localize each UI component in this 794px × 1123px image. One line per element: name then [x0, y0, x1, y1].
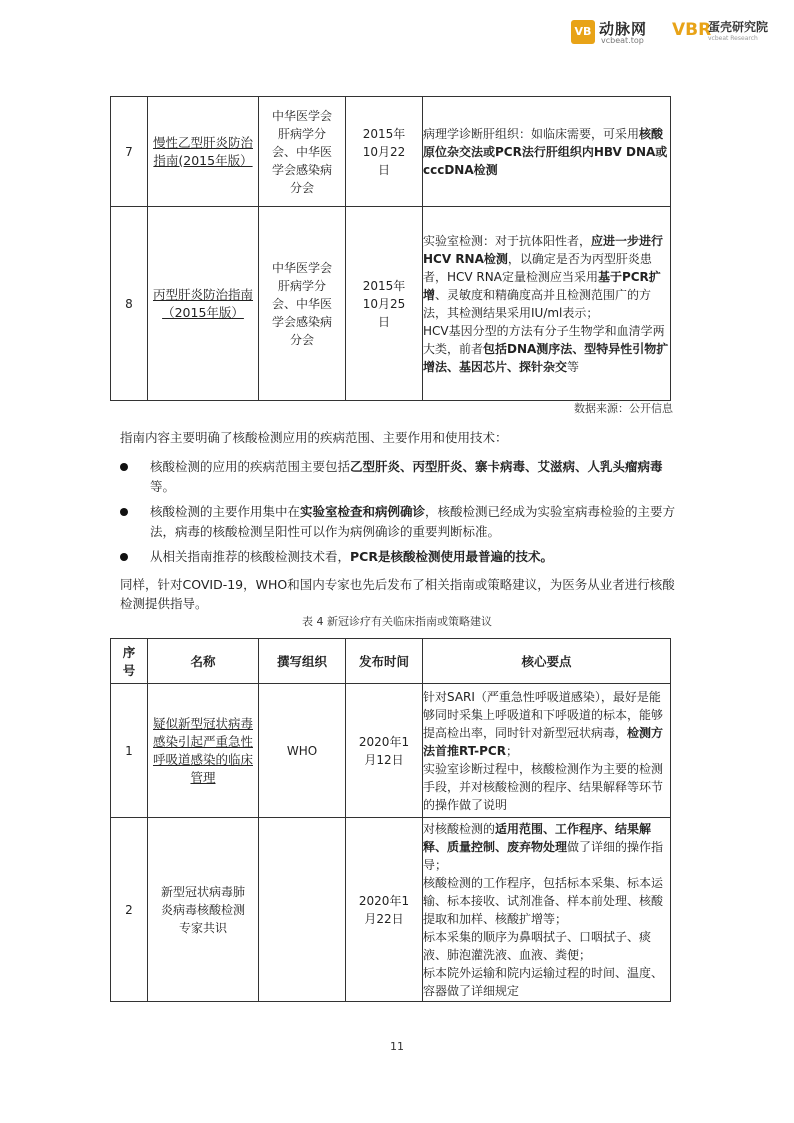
column-header: 撰写组织: [259, 639, 346, 684]
table-header-row: [111, 639, 671, 684]
bullet-text: 核酸检测的主要作用集中在: [150, 504, 301, 519]
bullet-text: 等。: [150, 479, 176, 494]
key-point-paragraph: 核酸检测的工作程序，包括标本采集、标本运输、标本接收、试剂准备、样本前处理、核酸提取和加样、核酸扩增等；: [423, 875, 664, 926]
guideline-date: 2020年1月12日: [346, 684, 423, 818]
vcbeat-logo: [571, 18, 666, 48]
intro-paragraph: 指南内容主要明确了核酸检测应用的疾病范围、主要作用和使用技术：: [120, 430, 508, 445]
covid-guideline-table: [110, 638, 671, 1002]
guideline-date: 2015年10月22日: [346, 97, 423, 207]
bullet-dot-icon: [120, 463, 128, 471]
key-points: [423, 684, 671, 818]
key-point-paragraph: [423, 232, 670, 322]
key-point-bold: 包括DNA测序法、型特异性引物扩增法、基因芯片、探针杂交: [423, 341, 669, 374]
key-point-text: 等: [567, 359, 580, 374]
key-point-paragraph: 实验室诊断过程中，核酸检测作为主要的检测手段，并对核酸检测的程序、结果解释等环节的操作做了说明: [423, 761, 664, 812]
guideline-name-link[interactable]: 丙型肝炎防治指南（2015年版）: [148, 207, 259, 401]
row-number: 1: [111, 684, 148, 818]
column-header: 发布时间: [346, 639, 423, 684]
guideline-table-continued: [110, 96, 671, 401]
key-point-text: 做了详细的操作指导；: [423, 839, 664, 872]
research-logo: [672, 18, 772, 48]
guideline-org: 中华医学会肝病学分会、中华医学会感染病分会: [259, 97, 346, 207]
table-caption: 表 4 新冠诊疗有关临床指南或策略建议: [302, 615, 492, 628]
guideline-name: 新型冠状病毒肺炎病毒核酸检测专家共识: [148, 818, 259, 1002]
key-point-bold: 适用范围、工作程序、结果解释、质量控制、废弃物处理: [423, 821, 652, 854]
column-header: 核心要点: [423, 639, 671, 684]
table-row: [111, 207, 671, 401]
key-points: [423, 207, 671, 401]
vcbeat-logo-en: vcbeat.top: [601, 36, 644, 45]
key-point-bold: 基于PCR扩增: [423, 269, 661, 302]
key-point-bold: 检测方法首推RT-PCR: [423, 725, 664, 758]
bullet-bold: 乙型肝炎、丙型肝炎、寨卡病毒、艾滋病、人乳头瘤病毒: [350, 459, 663, 474]
research-logo-mark: VBR: [672, 20, 712, 40]
bullet-text: 核酸检测的应用的疾病范围主要包括: [150, 459, 351, 474]
bullet-text: 从相关指南推荐的核酸检测技术看，: [150, 549, 351, 564]
research-logo-cn: 蛋壳研究院: [708, 20, 769, 34]
key-point-text: 针对SARI（严重急性呼吸道感染），最好是能够同时采集上呼吸道和下呼吸道的标本，能够提高检出率，同时针对新型冠状病毒，: [423, 689, 664, 740]
table-row: [111, 684, 671, 818]
vcbeat-logo-cn: 动脉网: [599, 20, 648, 38]
bullet-bold: 实验室检查和病例确诊: [300, 504, 426, 519]
key-point-text: ，以确定是否为丙型肝炎患者，HCV RNA定量检测应当采用: [423, 251, 652, 284]
research-logo-en: vcbeat Research: [708, 35, 758, 42]
key-point-text: ；: [505, 743, 518, 758]
key-point-bold: 核酸原位杂交法或PCR法行肝组织内HBV DNA或cccDNA检测: [423, 126, 668, 177]
table-row: [111, 97, 671, 207]
bullet-item: [120, 547, 680, 567]
key-point-text: 病理学诊断肝组织：如临床需要，可采用: [423, 126, 640, 141]
bullet-text: ，核酸检测已经成为实验室病毒检验的主要方法，病毒的核酸检测呈阳性可以作为病例确诊的重要判断标准。: [150, 504, 676, 539]
key-point-paragraph: [423, 322, 670, 376]
page-number: 11: [390, 1040, 404, 1053]
guideline-name-link[interactable]: 慢性乙型肝炎防治指南(2015年版）: [148, 97, 259, 207]
bullet-bold: PCR是核酸检测使用最普遍的技术。: [350, 549, 553, 564]
key-point-paragraph: 标本院外运输和院内运输过程的时间、温度、容器做了详细规定: [423, 965, 664, 998]
guideline-date: 2015年10月25日: [346, 207, 423, 401]
covid-paragraph: 同样，针对COVID-19，WHO和国内专家也先后发布了相关指南或策略建议，为医务从业者进行核酸检测提供指导。: [120, 577, 675, 611]
guideline-org: [259, 818, 346, 1002]
key-points: [423, 818, 671, 1002]
row-number: 2: [111, 818, 148, 1002]
key-point-paragraph: 标本采集的顺序为鼻咽拭子、口咽拭子、痰液、肺泡灌洗液、血液、粪便；: [423, 929, 652, 962]
vcbeat-logo-mark: VB: [571, 20, 595, 44]
bullet-item: [120, 502, 680, 542]
key-point-text: 对核酸检测的: [423, 821, 496, 836]
bullet-dot-icon: [120, 508, 128, 516]
key-point-paragraph: [423, 820, 670, 874]
guideline-date: 2020年1月22日: [346, 818, 423, 1002]
key-points: [423, 97, 671, 207]
key-point-paragraph: [423, 688, 670, 760]
source-note: 数据来源：公开信息: [574, 402, 673, 415]
bullet-dot-icon: [120, 553, 128, 561]
column-header: 名称: [148, 639, 259, 684]
key-point-bold: 应进一步进行HCV RNA检测: [423, 233, 664, 266]
key-point-text: HCV基因分型的方法有分子生物学和血清学两大类，前者: [423, 323, 665, 356]
bullet-item: [120, 457, 680, 497]
table-row: [111, 818, 671, 1002]
guideline-org: 中华医学会肝病学分会、中华医学会感染病分会: [259, 207, 346, 401]
column-header: 序号: [111, 639, 148, 684]
key-point-text: 、灵敏度和精确度高并且检测范围广的方法，其检测结果采用IU/ml表示；: [423, 287, 652, 320]
guideline-org: WHO: [259, 684, 346, 818]
row-number: 7: [111, 97, 148, 207]
key-point-text: 实验室检测：对于抗体阳性者，: [423, 233, 592, 248]
row-number: 8: [111, 207, 148, 401]
guideline-name-link[interactable]: 疑似新型冠状病毒感染引起严重急性呼吸道感染的临床管理: [148, 684, 259, 818]
